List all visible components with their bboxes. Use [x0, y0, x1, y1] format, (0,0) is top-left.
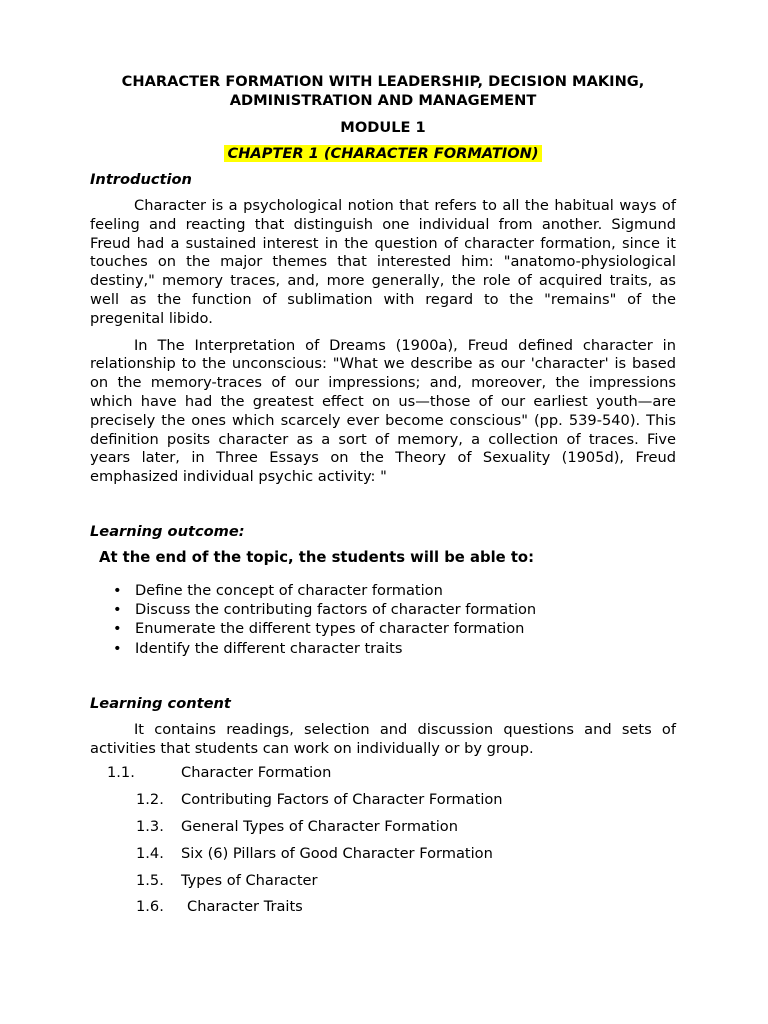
- bullet-icon: •: [113, 620, 122, 638]
- title-line-1: CHARACTER FORMATION WITH LEADERSHIP, DECISION MAKING,: [121, 73, 645, 90]
- module-label: MODULE 1: [340, 119, 426, 136]
- topic-row: [90, 817, 676, 844]
- topic-row: [90, 790, 676, 817]
- list-item: [90, 639, 676, 658]
- topic-row: [90, 763, 676, 790]
- learning-content-paragraph: It contains readings, selection and discussion questions and sets of activities that students can work on individually or by group.: [90, 720, 676, 757]
- list-item-text: Discuss the contributing factors of character formation: [135, 601, 537, 619]
- topic-row: [90, 844, 676, 871]
- document-title: [90, 72, 676, 110]
- learning-content-heading: Learning content: [90, 694, 231, 712]
- list-item-text: Identify the different character traits: [135, 639, 403, 657]
- topic-row: [90, 897, 676, 924]
- topic-number: 1.5.: [136, 871, 164, 889]
- chapter-heading: CHAPTER 1 (CHARACTER FORMATION): [224, 145, 541, 162]
- bullet-icon: •: [113, 601, 122, 619]
- topic-label: Types of Character: [181, 871, 318, 889]
- topic-number: 1.6.: [136, 898, 164, 916]
- chapter-heading-wrapper: [90, 144, 676, 163]
- topic-list: [90, 763, 676, 924]
- topic-label: General Types of Character Formation: [181, 817, 458, 835]
- topic-number: 1.1.: [107, 764, 135, 782]
- topic-label: Character Traits: [187, 898, 303, 916]
- topic-label: Six (6) Pillars of Good Character Formation: [181, 844, 493, 862]
- list-item: [90, 619, 676, 638]
- topic-row: [90, 871, 676, 898]
- bullet-icon: •: [113, 581, 122, 599]
- page-content: [90, 72, 676, 924]
- topic-number: 1.2.: [136, 791, 164, 809]
- topic-label: Contributing Factors of Character Formation: [181, 791, 503, 809]
- list-item: [90, 600, 676, 619]
- introduction-paragraph-2: In The Interpretation of Dreams (1900a), Freud defined character in relationship to the unconscious: "What we describe as our 'character' is based on the memory-traces of our impressions; and, moreover, the impressions which have had the greatest effect on us—those of our earliest youth—are precisely the ones which scarcely ever become conscious" (pp. 539-540). This definition posits character as a sort of memory, a collection of traces. Five years later, in Three Essays on the Theory of Sexuality (1905d), Freud emphasized individual psychic activity: ": [90, 336, 676, 486]
- introduction-paragraph-1: Character is a psychological notion that refers to all the habitual ways of feeling and reacting that distinguish one individual from another. Sigmund Freud had a sustained interest in the question of character formation, since it touches on the major themes that interested him: "anatomo-physiological destiny," memory traces, and, more generally, the role of acquired traits, as well as the function of sublimation with regard to the "remains" of the pregenital libido.: [90, 197, 676, 327]
- topic-label: Character Formation: [181, 764, 332, 782]
- list-item-text: Define the concept of character formation: [135, 581, 443, 599]
- topic-number: 1.4.: [136, 844, 164, 862]
- introduction-heading: Introduction: [90, 171, 192, 188]
- list-item-text: Enumerate the different types of character formation: [135, 620, 525, 638]
- title-line-2: ADMINISTRATION AND MANAGEMENT: [229, 92, 537, 109]
- learning-outcome-list: [90, 581, 676, 658]
- bullet-icon: •: [113, 639, 122, 657]
- learning-outcome-lead: At the end of the topic, the students will be able to:: [99, 548, 534, 566]
- list-item: [90, 581, 676, 600]
- topic-number: 1.3.: [136, 817, 164, 835]
- learning-outcome-heading: Learning outcome:: [90, 522, 245, 540]
